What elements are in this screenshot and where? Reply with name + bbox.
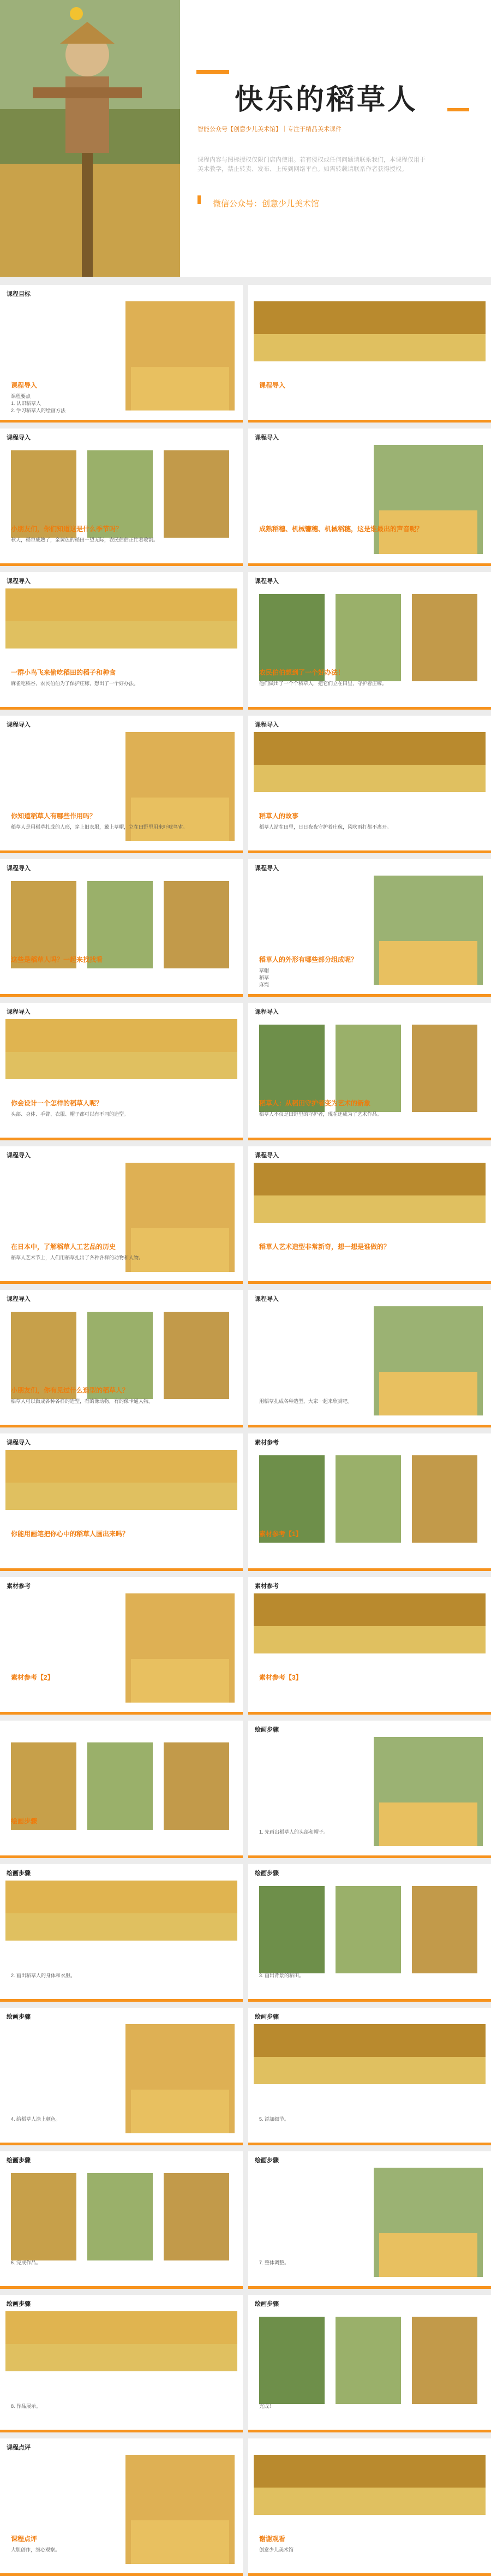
slide-tag: 课程导入 [255, 1152, 279, 1159]
cover-wechat: 微信公众号：创意少儿美术馆 [213, 199, 320, 209]
slide-tag: 课程导入 [7, 435, 31, 441]
slide-tag: 绘画步骤 [255, 1870, 279, 1877]
slide-illustration [0, 859, 243, 997]
slide-heading: 小朋友们，你有见过什么造型的稻草人？ [11, 1387, 129, 1394]
slide-3 [0, 429, 243, 566]
slide-13 [0, 1146, 243, 1284]
cover-subtitle: 智能公众号【创意少儿美术馆】｜专注于精品美术课件 [197, 126, 342, 133]
slide-heading: 素材参考【2】 [11, 1674, 54, 1681]
title-accent-bar-small [447, 108, 469, 111]
slide-tag: 绘画步骤 [7, 2301, 31, 2307]
slide-heading: 绘画步骤 [11, 1817, 38, 1825]
slide-25 [0, 2008, 243, 2145]
slide-tag: 课程点评 [7, 2444, 31, 2451]
slide-bottom-bar [248, 2430, 491, 2432]
slide-heading: 你知道稻草人有哪些作用吗？ [11, 812, 97, 820]
slide-illustration [0, 2438, 243, 2576]
slide-illustration [0, 1433, 243, 1571]
slide-text-line: 草帽 [259, 968, 270, 973]
slide-bottom-bar [248, 1425, 491, 1427]
slide-illustration [248, 1146, 491, 1284]
slide-bottom-bar [0, 563, 243, 566]
slide-bottom-bar [248, 2143, 491, 2145]
slide-tag: 课程导入 [255, 1009, 279, 1015]
slide-heading: 稻草人的故事 [259, 812, 299, 820]
slide-bottom-bar [0, 1855, 243, 1858]
slide-bottom-bar [0, 1568, 243, 1571]
slide-28 [248, 2151, 491, 2289]
slide-illustration [248, 285, 491, 423]
slide-bottom-bar [248, 1999, 491, 2002]
slide-illustration [248, 2008, 491, 2145]
slide-heading: 谢谢观看 [259, 2535, 286, 2543]
slide-bottom-bar [248, 420, 491, 423]
slide-text-line: 稻草 [259, 975, 270, 980]
slide-tag: 课程导入 [7, 865, 31, 872]
slide-bottom-bar [0, 1999, 243, 2002]
slide-text-line: 稻草人是用稻草扎成的人形，穿上旧衣服，戴上草帽，立在田野里用来吓唬鸟雀。 [11, 824, 188, 830]
slide-illustration [0, 1003, 243, 1140]
slide-bottom-bar [248, 563, 491, 566]
slide-heading: 这些是稻草人吗？一起来找找看 [11, 956, 103, 963]
slide-tag: 课程导入 [255, 722, 279, 728]
slide-text-line: 稻草人可以做成各种各样的造型，有的像动物，有的像卡通人物。 [11, 1399, 154, 1404]
slide-illustration [0, 2008, 243, 2145]
slide-text-line: 3. 画出背景的稻田。 [259, 1973, 304, 1978]
slide-tag: 课程导入 [7, 1439, 31, 1446]
slide-bottom-bar [248, 1568, 491, 1571]
slide-bottom-bar [248, 1712, 491, 1715]
slide-9 [0, 859, 243, 997]
slide-illustration [0, 1721, 243, 1858]
slide-tag: 课程导入 [7, 1009, 31, 1015]
slide-illustration [248, 1003, 491, 1140]
slide-illustration [0, 716, 243, 853]
slide-4 [248, 429, 491, 566]
slide-tag: 绘画步骤 [7, 2014, 31, 2020]
slide-illustration [248, 1864, 491, 2002]
title-accent-bar [196, 70, 229, 74]
slide-24 [248, 1864, 491, 2002]
slide-text-line: 头部、身体、手臂、衣服、帽子都可以有不同的造型。 [11, 1111, 129, 1117]
cover-title: 快乐的稻草人 [235, 84, 418, 116]
slide-tag: 素材参考 [7, 1583, 31, 1590]
slide-illustration [0, 1577, 243, 1715]
slide-22 [248, 1721, 491, 1858]
cover-photo-scarecrow [0, 0, 180, 277]
slide-text-line: 用稻草扎成各种造型，大家一起来欣赏吧。 [259, 1399, 353, 1404]
slide-heading: 课程点评 [11, 2535, 38, 2543]
slide-illustration [248, 2438, 491, 2576]
slide-illustration [248, 716, 491, 853]
slide-bottom-bar [248, 2573, 491, 2576]
slide-5 [0, 572, 243, 710]
slide-bottom-bar [248, 850, 491, 853]
slide-tag: 素材参考 [255, 1439, 279, 1446]
slide-tag: 绘画步骤 [255, 2301, 279, 2307]
slide-illustration [0, 1146, 243, 1284]
slide-heading: 一群小鸟飞来偷吃稻田的稻子和种食 [11, 669, 116, 676]
slide-heading: 你能用画笔把你心中的稻草人画出来吗？ [11, 1530, 129, 1538]
slide-31 [0, 2438, 243, 2576]
slide-illustration [0, 1864, 243, 2002]
slide-15 [0, 1290, 243, 1427]
slide-tag: 素材参考 [255, 1583, 279, 1590]
slide-text-line: 秋天，稻谷成熟了，金黄色的稻田一望无际，农民伯伯正忙着收割。 [11, 537, 159, 543]
slide-29 [0, 2295, 243, 2432]
slide-text-line: 7. 整体调整。 [259, 2260, 290, 2265]
slide-30 [248, 2295, 491, 2432]
slide-heading: 在日本中，了解稻草人工艺品的历史 [11, 1243, 116, 1251]
slide-6 [248, 572, 491, 710]
slide-tag: 课程导入 [7, 1296, 31, 1302]
slide-1 [0, 285, 243, 423]
slide-12 [248, 1003, 491, 1140]
slide-illustration [0, 1290, 243, 1427]
slide-tag: 课程导入 [7, 1152, 31, 1159]
slide-bottom-bar [0, 994, 243, 997]
slide-27 [0, 2151, 243, 2289]
slide-text-line: 完成！ [259, 2404, 274, 2409]
slide-heading: 稻草人：从稻田守护者变为艺术的新象 [259, 1099, 371, 1107]
slide-illustration [248, 572, 491, 710]
slide-bottom-bar [248, 2286, 491, 2289]
wechat-icon [197, 191, 204, 207]
slide-heading: 课程导入 [259, 382, 286, 389]
slide-heading: 课程导入 [11, 382, 38, 389]
slide-tag: 绘画步骤 [7, 2157, 31, 2164]
slide-text-line: 1. 认识稻草人 [11, 401, 41, 406]
slide-text-line: 创意少儿美术馆 [259, 2547, 294, 2553]
slide-32 [248, 2438, 491, 2576]
slide-illustration [0, 429, 243, 566]
slide-text-line: 他们做出了一个个稻草人，把它们立在田里，守护着庄稼。 [259, 681, 387, 686]
slide-20 [248, 1577, 491, 1715]
slide-text-line: 稻草人艺术节上，人们用稻草扎出了各种各样的动物和人物。 [11, 1255, 144, 1260]
slide-text-line: 稻草人站在田里，日日夜夜守护着庄稼，风吹雨打都不离开。 [259, 824, 392, 830]
slide-text-line: 2. 画出稻草人的身体和衣服。 [11, 1973, 76, 1978]
slide-text-line: 麻绳 [259, 982, 270, 987]
slide-illustration [248, 1290, 491, 1427]
slide-heading: 稻草人的外形有哪些部分组成呢？ [259, 956, 358, 963]
slide-text-line: 4. 给稻草人涂上颜色。 [11, 2116, 61, 2122]
slide-bottom-bar [0, 2286, 243, 2289]
slide-tag: 绘画步骤 [255, 2014, 279, 2020]
slide-heading: 素材参考【1】 [259, 1530, 302, 1538]
cover-description: 课程内容与图标授权仅限门店内使用。若有侵权或任何问题请联系我们，本课程仅用于美术教学，禁止转卖、发布、上传到网络平台。如需转载请联系作者获得授权。 [197, 157, 426, 172]
slide-bottom-bar [0, 2573, 243, 2576]
slide-2 [248, 285, 491, 423]
slide-heading: 农民伯伯想到了一个好办法！ [259, 669, 345, 676]
slide-bottom-bar [0, 707, 243, 710]
slide-bottom-bar [248, 994, 491, 997]
slide-text-line: 大胆创作，细心观察。 [11, 2547, 61, 2553]
slide-text-line: 稻草人不仅是田野里的守护者，现在还成为了艺术作品。 [259, 1111, 382, 1117]
slide-16 [248, 1290, 491, 1427]
slide-bottom-bar [0, 420, 243, 423]
slide-heading: 你会设计一个怎样的稻草人呢？ [11, 1099, 103, 1107]
slide-text-line: 1. 先画出稻草人的头部和帽子。 [259, 1829, 329, 1835]
slide-text-line: 课程要点 [11, 394, 31, 399]
slide-tag: 课程导入 [255, 1296, 279, 1302]
slide-heading: 小朋友们，你们知道这是什么季节吗？ [11, 525, 123, 533]
slide-bottom-bar [0, 1712, 243, 1715]
slide-18 [248, 1433, 491, 1571]
slide-bottom-bar [0, 1281, 243, 1284]
slide-bottom-bar [248, 1855, 491, 1858]
slide-heading: 稻草人艺术造型非常新奇，想一想是谁做的？ [259, 1243, 391, 1251]
slide-illustration [248, 1721, 491, 1858]
slide-illustration [0, 2151, 243, 2289]
slide-illustration [0, 2295, 243, 2432]
slide-bottom-bar [0, 2430, 243, 2432]
slide-tag: 绘画步骤 [7, 1870, 31, 1877]
slide-text-line: 5. 添加细节。 [259, 2116, 290, 2122]
slide-11 [0, 1003, 243, 1140]
slide-bottom-bar [248, 1281, 491, 1284]
slide-illustration [0, 572, 243, 710]
slide-bottom-bar [0, 1138, 243, 1140]
slide-7 [0, 716, 243, 853]
slide-26 [248, 2008, 491, 2145]
slide-text-line: 麻雀吃稻谷，农民伯伯为了保护庄稼，想出了一个好办法。 [11, 681, 139, 686]
slide-tag: 绘画步骤 [255, 2157, 279, 2164]
slide-heading: 成熟稻穗、机械镰穗、机械稻穗，这是谁最出的声音呢？ [259, 525, 423, 533]
slide-8 [248, 716, 491, 853]
slide-text-line: 2. 学习稻草人的绘画方法 [11, 408, 66, 413]
slide-illustration [248, 2295, 491, 2432]
slide-illustration [248, 1433, 491, 1571]
slide-text-line: 6. 完成作品。 [11, 2260, 41, 2265]
slide-bottom-bar [0, 850, 243, 853]
slide-23 [0, 1864, 243, 2002]
slide-tag: 绘画步骤 [255, 1727, 279, 1733]
slide-tag: 课程导入 [255, 865, 279, 872]
slide-bottom-bar [248, 707, 491, 710]
cover-slide [0, 0, 491, 277]
slide-illustration [248, 429, 491, 566]
slide-illustration [248, 2151, 491, 2289]
slide-illustration [248, 1577, 491, 1715]
slide-tag: 课程目标 [7, 291, 31, 298]
slide-tag: 课程导入 [255, 435, 279, 441]
slide-14 [248, 1146, 491, 1284]
slide-bottom-bar [248, 1138, 491, 1140]
slide-heading: 素材参考【3】 [259, 1674, 302, 1681]
slide-10 [248, 859, 491, 997]
slide-tag: 课程导入 [7, 578, 31, 585]
slide-19 [0, 1577, 243, 1715]
slide-bottom-bar [0, 1425, 243, 1427]
slide-17 [0, 1433, 243, 1571]
slide-text-line: 8. 作品展示。 [11, 2404, 41, 2409]
slide-tag: 课程导入 [255, 578, 279, 585]
slide-tag: 课程导入 [7, 722, 31, 728]
slide-bottom-bar [0, 2143, 243, 2145]
slide-21 [0, 1721, 243, 1858]
